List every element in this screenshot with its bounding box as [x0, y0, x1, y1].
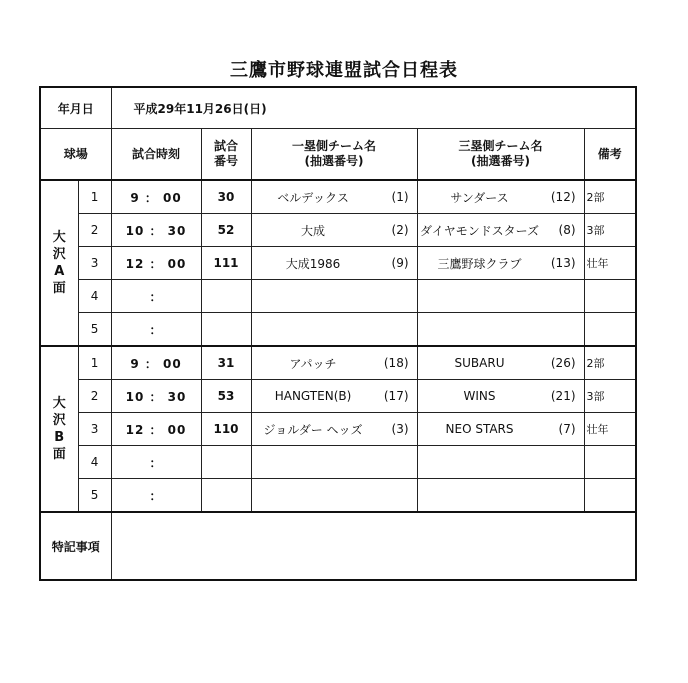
first-base-lot: (3)	[391, 422, 409, 436]
match-number: 111	[201, 247, 251, 280]
match-number: 52	[201, 214, 251, 247]
match-time: 10 ： 30	[111, 214, 201, 247]
remarks-cell	[584, 313, 636, 347]
field-name	[40, 180, 78, 346]
header-match-no-line1: 試合	[214, 139, 239, 153]
field-name-char: 沢	[52, 247, 66, 262]
first-base-team-cell	[251, 247, 417, 280]
row-number: 4	[78, 446, 111, 479]
row-number: 1	[78, 180, 111, 214]
schedule-row	[40, 180, 636, 214]
schedule-row	[40, 413, 636, 446]
third-base-lot: (7)	[558, 422, 576, 436]
third-base-team	[418, 479, 542, 511]
notes-label: 特記事項	[40, 512, 111, 580]
header-match-no	[201, 129, 251, 181]
match-time: ：	[111, 479, 201, 513]
field-name-char: 大	[52, 396, 66, 411]
date-value: 平成29年11月26日(日)	[111, 87, 636, 129]
third-base-team: SUBARU	[454, 356, 505, 370]
first-base-lot: (18)	[383, 356, 409, 370]
row-number: 1	[78, 346, 111, 380]
remarks-cell	[584, 280, 636, 313]
date-label: 年月日	[40, 87, 111, 129]
page-title: 三鷹市野球連盟試合日程表	[230, 60, 458, 81]
first-base-team-cell	[251, 380, 417, 413]
third-base-team-cell	[417, 180, 584, 214]
header-third-base-line1: 三塁側チーム名	[458, 139, 543, 153]
third-base-team-cell	[417, 380, 584, 413]
match-time: ：	[111, 446, 201, 479]
third-base-team-cell	[417, 479, 584, 513]
third-base-team-cell	[417, 280, 584, 313]
third-base-team: NEO STARS	[445, 422, 514, 436]
header-third-base	[417, 129, 584, 181]
header-field: 球場	[40, 129, 111, 181]
third-base-team-cell	[417, 346, 584, 380]
schedule-row	[40, 313, 636, 347]
match-time: 9 ： 00	[111, 180, 201, 214]
third-base-lot: (12)	[550, 190, 576, 204]
first-base-team-cell	[251, 280, 417, 313]
header-first-base	[251, 129, 417, 181]
match-time: ：	[111, 313, 201, 347]
remarks-cell: 2部	[584, 180, 636, 214]
remarks-cell: 壮年	[584, 247, 636, 280]
match-number: 53	[201, 380, 251, 413]
schedule-table	[39, 86, 637, 581]
third-base-team-cell	[417, 446, 584, 479]
schedule-row	[40, 214, 636, 247]
match-time: 12 ： 00	[111, 247, 201, 280]
match-number	[201, 446, 251, 479]
first-base-team: ジョルダー ヘッズ	[263, 422, 363, 437]
field-name-char: 面	[52, 447, 66, 462]
remarks-cell: 3部	[584, 214, 636, 247]
remarks-cell	[584, 479, 636, 513]
first-base-team-cell	[251, 180, 417, 214]
date-row	[40, 87, 636, 129]
schedule-row	[40, 479, 636, 513]
schedule-row	[40, 380, 636, 413]
first-base-team-cell	[251, 346, 417, 380]
third-base-lot: (26)	[550, 356, 576, 370]
row-number: 3	[78, 413, 111, 446]
match-number	[201, 479, 251, 513]
first-base-team	[252, 280, 375, 312]
first-base-team: アパッチ	[289, 356, 337, 371]
remarks-cell: 3部	[584, 380, 636, 413]
first-base-team: HANGTEN(B)	[274, 389, 352, 403]
third-base-team-cell	[417, 247, 584, 280]
first-base-team	[252, 479, 375, 511]
header-row	[40, 129, 636, 181]
first-base-team-cell	[251, 214, 417, 247]
third-base-team	[418, 446, 542, 478]
notes-value	[111, 512, 636, 580]
first-base-lot: (17)	[383, 389, 409, 403]
row-number: 5	[78, 479, 111, 513]
third-base-team: 三鷹野球クラブ	[437, 256, 522, 271]
field-name-char: 沢	[52, 413, 66, 428]
field-name-char: 大	[52, 230, 66, 245]
header-remarks: 備考	[584, 129, 636, 181]
first-base-team-cell	[251, 446, 417, 479]
match-number	[201, 280, 251, 313]
header-time: 試合時刻	[111, 129, 201, 181]
third-base-team	[418, 313, 542, 345]
remarks-cell	[584, 446, 636, 479]
match-time: 10 ： 30	[111, 380, 201, 413]
first-base-lot: (9)	[391, 256, 409, 270]
first-base-team: 大成1986	[285, 256, 341, 271]
match-time: ：	[111, 280, 201, 313]
remarks-cell: 2部	[584, 346, 636, 380]
schedule-row	[40, 446, 636, 479]
match-number: 110	[201, 413, 251, 446]
first-base-team: ベルデックス	[277, 190, 349, 205]
third-base-team	[418, 280, 542, 312]
field-name-char: B	[54, 430, 65, 445]
row-number: 3	[78, 247, 111, 280]
third-base-team: WINS	[463, 389, 496, 403]
first-base-team	[252, 313, 375, 345]
field-name-char: 面	[52, 281, 66, 296]
header-third-base-line2: (抽選番号)	[471, 154, 530, 168]
first-base-team	[252, 446, 375, 478]
field-name	[40, 346, 78, 512]
row-number: 2	[78, 380, 111, 413]
third-base-team-cell	[417, 313, 584, 347]
field-name-char: A	[54, 264, 65, 279]
row-number: 4	[78, 280, 111, 313]
notes-row	[40, 512, 636, 580]
schedule-row	[40, 346, 636, 380]
first-base-lot: (1)	[391, 190, 409, 204]
first-base-team-cell	[251, 313, 417, 347]
match-time: 9 ： 00	[111, 346, 201, 380]
remarks-cell: 壮年	[584, 413, 636, 446]
first-base-team-cell	[251, 479, 417, 513]
third-base-team: サンダース	[450, 190, 509, 205]
third-base-team-cell	[417, 214, 584, 247]
schedule-row	[40, 247, 636, 280]
third-base-team: ダイヤモンドスターズ	[419, 223, 540, 238]
match-number: 31	[201, 346, 251, 380]
first-base-team: 大成	[301, 223, 326, 238]
first-base-team-cell	[251, 413, 417, 446]
header-first-base-line2: (抽選番号)	[304, 154, 364, 168]
row-number: 2	[78, 214, 111, 247]
match-time: 12 ： 00	[111, 413, 201, 446]
row-number: 5	[78, 313, 111, 347]
header-first-base-line1: 一塁側チーム名	[292, 139, 377, 153]
header-match-no-line2: 番号	[214, 154, 239, 168]
third-base-lot: (21)	[550, 389, 576, 403]
third-base-lot: (13)	[550, 256, 576, 270]
match-number: 30	[201, 180, 251, 214]
schedule-row	[40, 280, 636, 313]
first-base-lot: (2)	[391, 223, 409, 237]
third-base-team-cell	[417, 413, 584, 446]
match-number	[201, 313, 251, 347]
third-base-lot: (8)	[558, 223, 576, 237]
